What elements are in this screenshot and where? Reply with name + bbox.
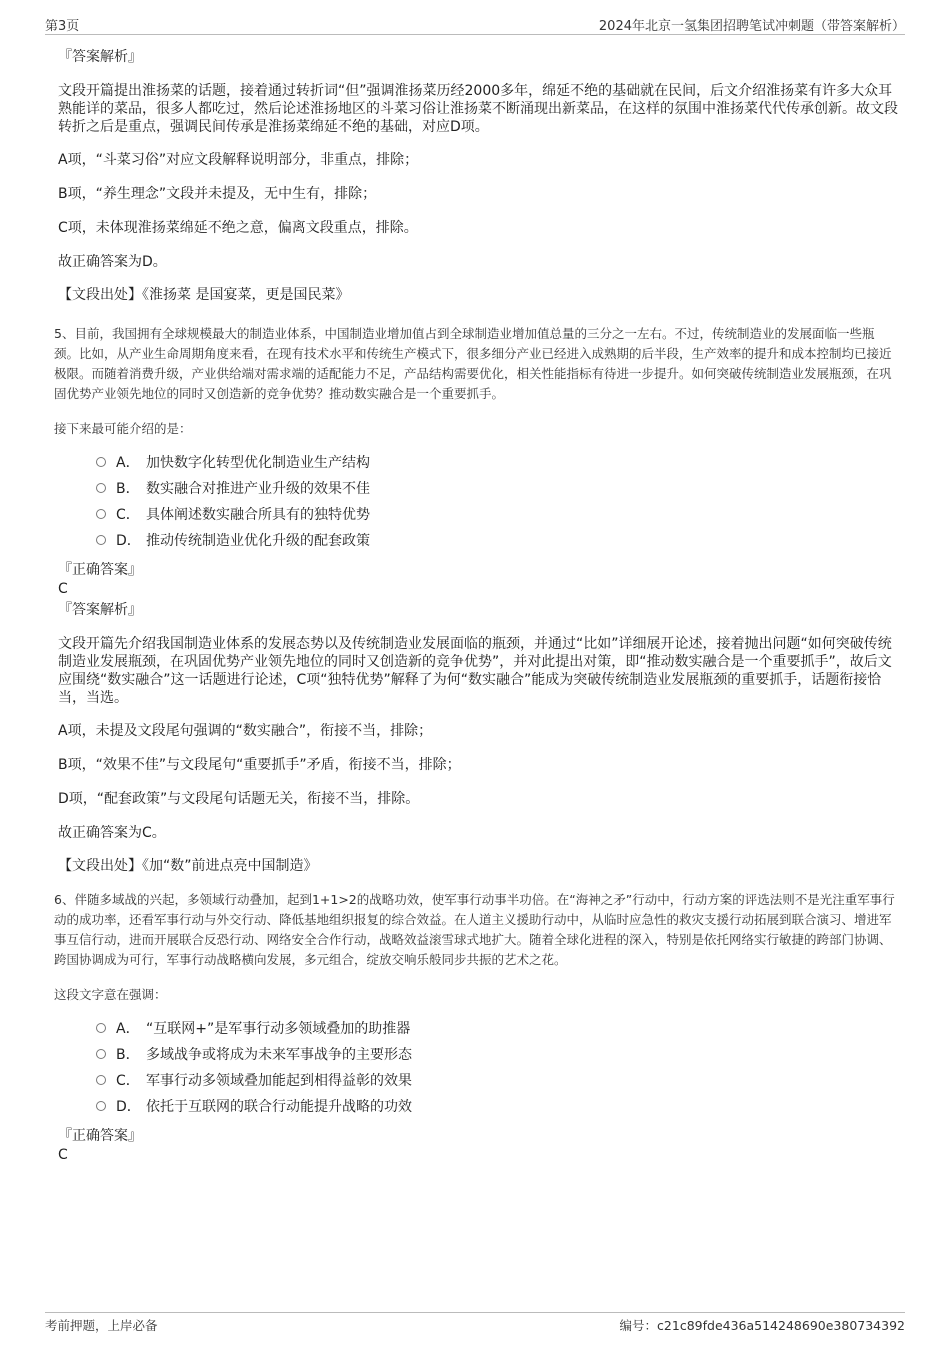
- document-id: 编号：c21c89fde436a514248690e380734392: [619, 1318, 905, 1333]
- q5-answer-label: 『正确答案』: [58, 562, 142, 578]
- q5-source: 【文段出处】《加“数”前进点亮中国制造》: [58, 858, 318, 874]
- option-text: 加快数字化转型优化制造业生产结构: [146, 455, 370, 471]
- q5-answer: C: [58, 581, 68, 597]
- option-text: 多域战争或将成为未来军事战争的主要形态: [146, 1047, 412, 1063]
- q5-option-d-analysis: D项，“配套政策”与文段尾句话题无关，衔接不当，排除。: [58, 791, 420, 807]
- document-title: 2024年北京一氢集团招聘笔试冲刺题（带答案解析）: [598, 19, 905, 34]
- q6-prompt: 这段文字意在强调：: [54, 987, 167, 1002]
- option-text: 数实融合对推进产业升级的效果不佳: [146, 481, 370, 497]
- radio-icon[interactable]: [96, 535, 106, 545]
- q4-conclusion: 故正确答案为D。: [58, 254, 167, 270]
- option-text: “互联网+”是军事行动多领域叠加的助推器: [146, 1021, 411, 1037]
- option-letter: D．: [116, 533, 141, 549]
- q6-option-b[interactable]: [96, 1045, 412, 1065]
- q5-prompt: 接下来最可能介绍的是：: [54, 421, 192, 436]
- q4-analysis: 文段开篇提出淮扬菜的话题，接着通过转折词“但”强调淮扬菜历经2000多年，绵延不绝的基础就在民间，后文介绍淮扬菜有许多大众耳熟能详的菜品，很多人都吃过，然后论述淮扬地区的斗菜习俗让淮扬菜不断涌现出新菜品，在这样的氛围中淮扬菜代代传承创新。故文段转折之后是重点，强调民间传承是淮扬菜绵延不绝的基础，对应D项。: [58, 83, 898, 135]
- q5-option-d[interactable]: [96, 531, 370, 551]
- q5-option-b-analysis: B项，“效果不佳”与文段尾句“重要抓手”矛盾，衔接不当，排除；: [58, 757, 461, 773]
- page-header: [45, 14, 905, 35]
- radio-icon[interactable]: [96, 509, 106, 519]
- option-letter: D．: [116, 1099, 141, 1115]
- radio-icon[interactable]: [96, 457, 106, 467]
- q4-option-c-analysis: C项，未体现淮扬菜绵延不绝之意，偏离文段重点，排除。: [58, 220, 418, 236]
- q5-analysis-label: 『答案解析』: [58, 602, 142, 618]
- radio-icon[interactable]: [96, 1023, 106, 1033]
- q6-answer-label: 『正确答案』: [58, 1128, 142, 1144]
- option-letter: C．: [116, 507, 140, 523]
- q5-option-b[interactable]: [96, 479, 370, 499]
- q5-option-c[interactable]: [96, 505, 370, 525]
- q6-option-c[interactable]: [96, 1071, 412, 1091]
- q6-answer: C: [58, 1147, 68, 1163]
- q6-question-text: 6、伴随多域战的兴起，多领域行动叠加，起到1+1>2的战略功效，使军事行动事半功倍。在“海神之矛”行动中，行动方案的评选法则不是光注重军事行动的成功率，还看军事行动与外交行动、降低基地组织报复的综合效益。在人道主义援助行动中，从临时应急性的救灾支援行动拓展到联合演习、增进军事互信行动，进而开展联合反恐行动、网络安全合作行动，战略效益滚雪球式地扩大。随着全球化进程的深入，特别是依托网络实行敏捷的跨部门协调、跨国协调成为可行，军事行动战略横向发展，多元组合，绽放交响乐般同步共振的艺术之花。: [54, 892, 895, 967]
- q4-analysis-label: 『答案解析』: [58, 49, 142, 65]
- option-text: 具体阐述数实融合所具有的独特优势: [146, 507, 370, 523]
- option-text: 依托于互联网的联合行动能提升战略的功效: [146, 1099, 412, 1115]
- q4-option-b-analysis: B项，“养生理念”文段并未提及，无中生有，排除；: [58, 186, 377, 202]
- q5-question-text: 5、目前，我国拥有全球规模最大的制造业体系，中国制造业增加值占到全球制造业增加值总量的三分之一左右。不过，传统制造业的发展面临一些瓶颈。比如，从产业生命周期角度来看，在现有技术水平和传统生产模式下，很多细分产业已经进入成熟期的后半段，生产效率的提升和成本控制均已接近极限。而随着消费升级，产业供给端对需求端的适配能力不足，产品结构需要优化，相关性能指标有待进一步提升。如何突破传统制造业发展瓶颈，在巩固优势产业领先地位的同时又创造新的竞争优势？推动数实融合是一个重要抓手。: [54, 326, 892, 401]
- q6-option-a[interactable]: [96, 1019, 410, 1039]
- q5-option-a-analysis: A项，未提及文段尾句强调的“数实融合”，衔接不当，排除；: [58, 723, 433, 739]
- radio-icon[interactable]: [96, 1049, 106, 1059]
- q5-option-a[interactable]: [96, 453, 370, 473]
- q5-analysis: 文段开篇先介绍我国制造业体系的发展态势以及传统制造业发展面临的瓶颈，并通过“比如”详细展开论述，接着抛出问题“如何突破传统制造业发展瓶颈，在巩固优势产业领先地位的同时又创造新的竞争优势”，并对此提出对策，即“推动数实融合是一个重要抓手”，故后文应围绕“数实融合”这一话题进行论述，C项“独特优势”解释了为何“数实融合”能成为突破传统制造业发展瓶颈的重要抓手，话题衔接恰当，当选。: [58, 636, 892, 706]
- option-letter: B．: [116, 481, 140, 497]
- q5-conclusion: 故正确答案为C。: [58, 825, 166, 841]
- radio-icon[interactable]: [96, 1101, 106, 1111]
- footer-slogan: 考前押题，上岸必备: [45, 1318, 158, 1333]
- page-number: 第3页: [45, 19, 80, 34]
- radio-icon[interactable]: [96, 1075, 106, 1085]
- q6-option-d[interactable]: [96, 1097, 412, 1117]
- radio-icon[interactable]: [96, 483, 106, 493]
- q4-source: 【文段出处】《淮扬菜 是国宴菜，更是国民菜》: [58, 287, 350, 303]
- page-footer: [45, 1312, 905, 1335]
- option-letter: B．: [116, 1047, 140, 1063]
- q4-option-a-analysis: A项，“斗菜习俗”对应文段解释说明部分，非重点，排除；: [58, 152, 419, 168]
- option-letter: A．: [116, 1021, 140, 1037]
- option-text: 军事行动多领域叠加能起到相得益彰的效果: [146, 1073, 412, 1089]
- option-text: 推动传统制造业优化升级的配套政策: [146, 533, 370, 549]
- option-letter: C．: [116, 1073, 140, 1089]
- option-letter: A．: [116, 455, 140, 471]
